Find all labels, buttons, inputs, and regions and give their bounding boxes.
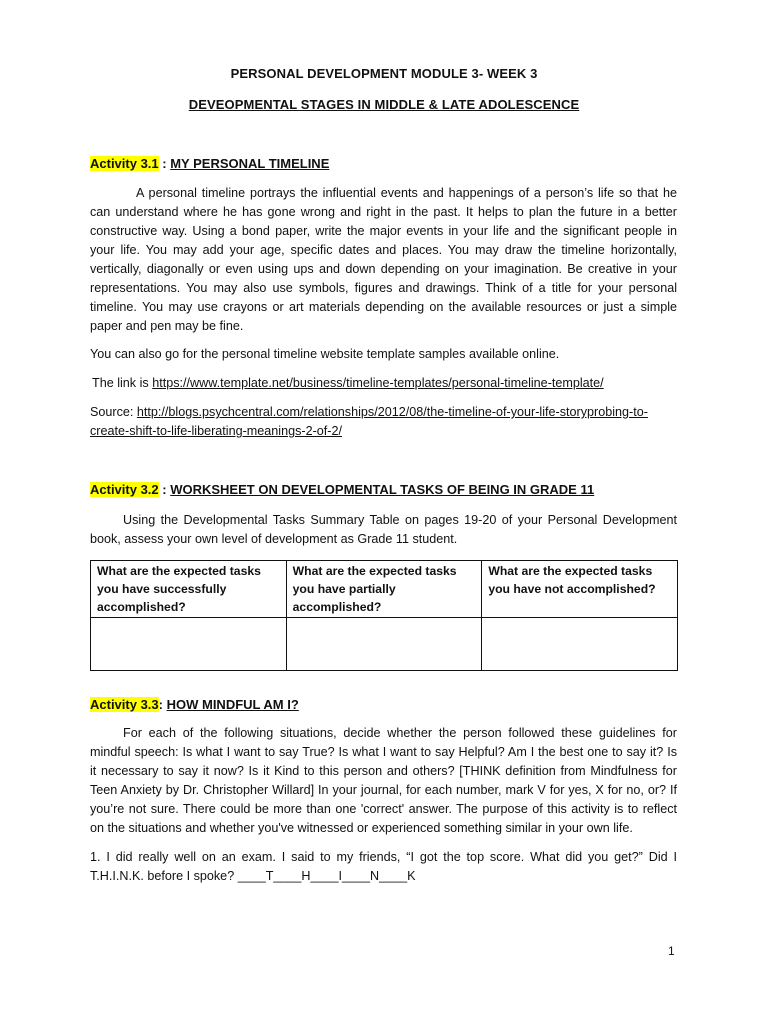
paragraph-line: representations. You may also use symbols, figures and drawings. Think of a title for your personal (90, 281, 677, 295)
activity-3-3-separator: : (158, 697, 167, 712)
activity-3-3-paragraph (90, 724, 677, 838)
online-note: You can also go for the personal timeline website template samples available online. (90, 347, 560, 361)
activity-3-1-heading (90, 156, 329, 171)
paragraph-line: paper and pen may be fine. (90, 319, 244, 333)
source-link[interactable]: http://blogs.psychcentral.com/relationships/2012/08/the-timeline-of-your-life-storyprobing-to- (136, 405, 648, 419)
table-header-cell: What are the expected tasks you have successfully accomplished? (91, 561, 287, 618)
paragraph-line: your life. You may add your age, specific dates and places. You may draw the timeline horizontally, (90, 243, 677, 257)
instruction-line: Using the Developmental Tasks Summary Table on pages 19-20 of your Personal Development (123, 513, 677, 527)
instruction-line: book, assess your own level of development as Grade 11 student. (90, 532, 458, 546)
paragraph-line: A personal timeline portrays the influential events and happenings of a person’s life so that he (136, 186, 677, 200)
paragraph-line: mindful speech: Is what I want to say True? Is what I want to say Helpful? Am I the best one to say it? Is (90, 745, 677, 759)
item-line: T.H.I.N.K. before I spoke? ____T____H____I____N____K (90, 869, 416, 883)
paragraph-line: Teen Anxiety by Dr. Christopher Willard] In your journal, for each number, mark V for yes, X for no, or? If (90, 783, 677, 797)
table-answer-row (91, 618, 678, 671)
paragraph-line: For each of the following situations, decide whether the person followed these guidelines for (123, 726, 677, 740)
paragraph-line: can understand where he has gone wrong and right in the past. It helps to plan the future in a better (90, 205, 677, 219)
document-subtitle: DEVEOPMENTAL STAGES IN MIDDLE & LATE ADOLESCENCE (188, 97, 580, 112)
paragraph-line: constructive way. Using a bond paper, write the major events in your life and the significant people in (90, 224, 677, 238)
page-number: 1 (668, 944, 675, 958)
activity-3-1-separator: : (158, 156, 171, 171)
activity-3-1-title: MY PERSONAL TIMELINE (170, 156, 330, 171)
source-link-continued[interactable]: create-shift-to-life-liberating-meanings-2-of-2/ (90, 424, 342, 438)
table-header-cell: What are the expected tasks you have partially accomplished? (286, 561, 482, 618)
activity-3-3-title: HOW MINDFUL AM I? (166, 697, 299, 712)
source-line (90, 403, 648, 422)
answer-cell-not-accomplished[interactable] (482, 618, 678, 671)
link-prefix: The link is (92, 376, 153, 390)
activity-3-2-instructions (90, 511, 677, 549)
mindful-item-1 (90, 848, 677, 886)
paragraph-line: timeline. You may use crayons or art materials depending on the available resources or just a simple (90, 300, 677, 314)
activity-3-1-paragraph (90, 184, 677, 336)
activity-3-1-label: Activity 3.1 (90, 156, 159, 171)
document-title: PERSONAL DEVELOPMENT MODULE 3- WEEK 3 (230, 66, 538, 81)
paragraph-line: you’re not sure. There could be more than one 'correct' answer. The purpose of this activity is to reflect (90, 802, 677, 816)
activity-3-3-label: Activity 3.3 (90, 697, 159, 712)
paragraph-line: it necessary to say it now? Is it Kind to this person and others? [THINK definition from Mindfulness for (90, 764, 677, 778)
table-header-cell: What are the expected tasks you have not accomplished? (482, 561, 678, 618)
activity-3-2-heading (90, 482, 594, 497)
answer-cell-accomplished[interactable] (91, 618, 287, 671)
activity-3-2-title: WORKSHEET ON DEVELOPMENTAL TASKS OF BEING IN GRADE 11 (170, 482, 595, 497)
developmental-tasks-table (90, 560, 678, 671)
source-line-2 (90, 422, 342, 441)
activity-3-2-separator: : (158, 482, 171, 497)
paragraph-line: vertically, diagonally or even using ups and down depending on your imagination. Be creative in your (90, 262, 677, 276)
activity-3-3-heading (90, 697, 299, 712)
activity-3-2-label: Activity 3.2 (90, 482, 159, 497)
source-prefix: Source: (90, 405, 137, 419)
item-line: 1. I did really well on an exam. I said to my friends, “I got the top score. What did you get?” Did I (90, 850, 677, 864)
answer-cell-partially[interactable] (286, 618, 482, 671)
template-link[interactable]: https://www.template.net/business/timeline-templates/personal-timeline-template/ (152, 376, 604, 390)
template-link-line (92, 374, 604, 393)
paragraph-line: on the situations and whether you've witnessed or experienced something similar in your own life. (90, 821, 633, 835)
table-header-row (91, 561, 678, 618)
